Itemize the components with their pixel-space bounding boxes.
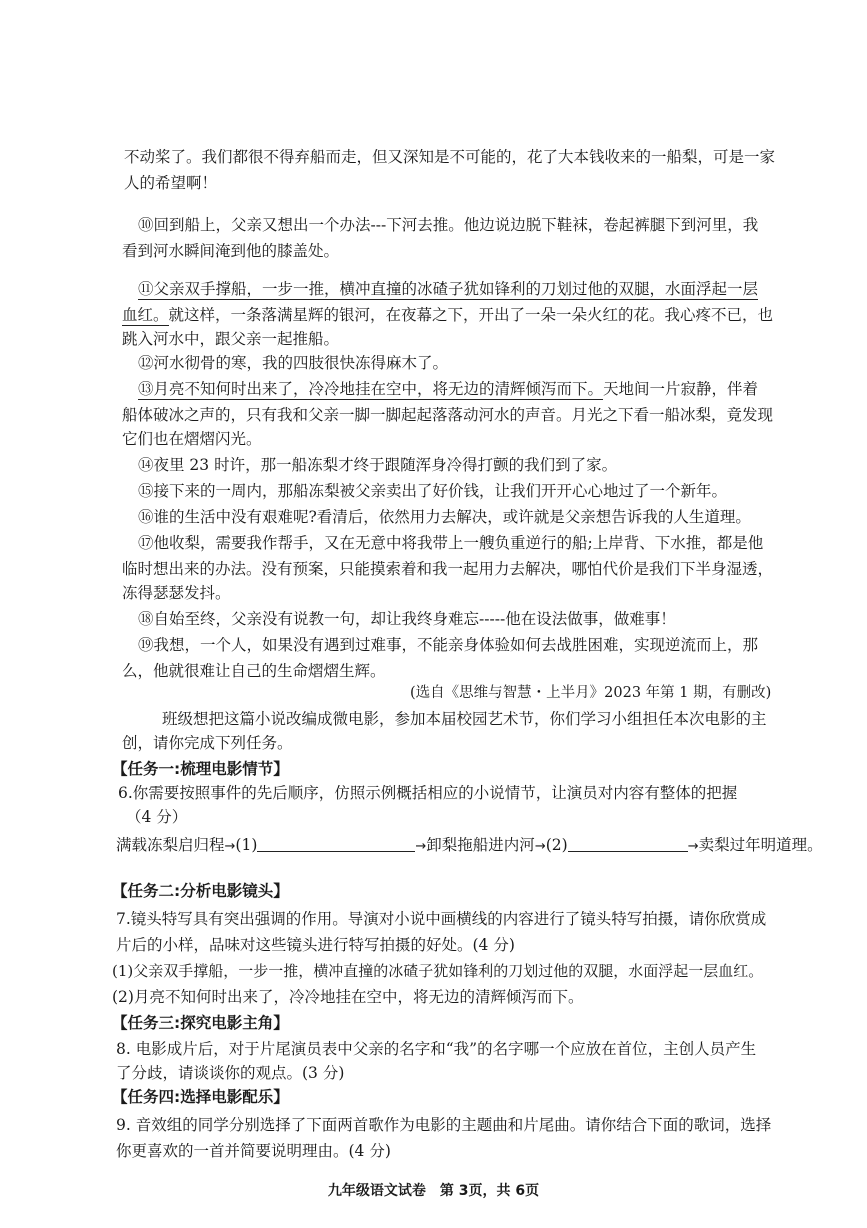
page-footer: 九年级语文试卷 第 3页，共 6页 [327,1183,540,1199]
flow-blank-2-label: (2) [545,836,568,854]
task-1-heading: 【任务一:梳理电影情节】 [112,760,289,778]
task-4-heading: 【任务四:选择电影配乐】 [112,1088,289,1106]
paragraph-11-line-2-rest: 就这样，一条落满星辉的银河，在夜幕之下，开出了一朵一朵火红的花。我心疼不已，也 [168,306,774,324]
question-8-line-2: 了分歧，请谈谈你的观点。(3 分) [116,1064,345,1082]
paragraph-13-line-1 [138,378,758,400]
paragraph-11-line-1 [138,278,758,300]
paragraph-13-line-3: 它们也在熠熠闪光。 [122,430,262,448]
source-citation: (选自《思维与智慧・上半月》2023 年第 1 期，有删改) [410,685,772,701]
question-6-line-2: （4 分） [126,808,188,826]
paragraph-18: ⑱自始至终，父亲没有说教一句，却让我终身难忘-----他在设法做事，做难事！ [138,610,676,628]
question-7-item-2: (2)月亮不知何时出来了，冷冷地挂在空中，将无边的清辉倾泻而下。 [112,988,584,1006]
paragraph-12: ⑫河水彻骨的寒，我的四肢很快冻得麻木了。 [138,354,449,372]
paragraph-19-line-2: 么，他就很难让自己的生命熠熠生辉。 [122,662,386,680]
flow-blank-1-label: (1) [235,836,258,854]
underlined-sentence-1b: 血红。 [122,306,169,324]
paragraph-11-line-2 [122,304,773,326]
paragraph-10-line-1: ⑩回到船上，父亲又想出一个办法---下河去推。他边说边脱下鞋袜，卷起裤腿下到河里，我 [138,216,759,234]
question-7-item-1: (1)父亲双手撑船，一步一推，横冲直撞的冰碴子犹如锋利的刀划过他的双腿，水面浮起一层血红。 [112,962,764,980]
plot-flow-line [116,834,823,858]
intro-line-2: 创，请你完成下列任务。 [122,734,293,752]
task-2-heading: 【任务二:分析电影镜头】 [112,882,289,900]
flow-step-3: 卖梨过年明道理。 [698,836,823,854]
paragraph-11-line-3: 跳入河水中，跟父亲一起推船。 [122,330,340,348]
flow-arrow-2: → [415,839,427,854]
flow-arrow-1: → [224,839,236,854]
paragraph-15: ⑮接下来的一周内，那船冻梨被父亲卖出了好价钱，让我们开开心心地过了一个新年。 [138,482,728,500]
paragraph-17-line-2: 临时想出来的办法。没有预案，只能摸索着和我一起用力去解决，哪怕代价是我们下半身湿透， [122,560,774,578]
question-9-line-1: 9. 音效组的同学分别选择了下面两首歌作为电影的主题曲和片尾曲。请你结合下面的歌词，选择 [116,1116,772,1134]
paragraph-17-line-1: ⑰他收梨，需要我作帮手，又在无意中将我带上一艘负重逆行的船;上岸背、下水推，都是他 [138,534,764,552]
paragraph-14: ⑭夜里 23 时许，那一船冻梨才终于跟随浑身冷得打颤的我们到了家。 [138,456,618,474]
question-7-line-1: 7.镜头特写具有突出强调的作用。导演对小说中画横线的内容进行了镜头特写拍摄，请你欣赏成 [116,910,767,928]
answer-blank-1[interactable] [257,837,415,852]
flow-arrow-4: → [687,839,699,854]
paragraph-13-line-1-rest: 天地间一片寂静，伴着 [603,380,759,398]
underlined-sentence-1a: ⑪父亲双手撑船，一步一推，横冲直撞的冰碴子犹如锋利的刀划过他的双腿，水面浮起一层 [138,280,759,298]
question-8-line-1: 8. 电影成片后，对于片尾演员表中父亲的名字和“我”的名字哪一个应放在首位，主创人员产生 [116,1040,757,1058]
question-9-line-2: 你更喜欢的一首并简要说明理由。(4 分) [116,1142,391,1160]
paragraph-9-line-2: 人的希望啊！ [124,174,218,192]
flow-step-1: 满载冻梨启归程 [116,836,225,854]
intro-line-1: 班级想把这篇小说改编成微电影，参加本届校园艺术节，你们学习小组担任本次电影的主 [162,710,767,728]
question-6-line-1: 6.你需要按照事件的先后顺序，仿照示例概括相应的小说情节，让演员对内容有整体的把握 [118,784,738,802]
question-7-line-2: 片后的小样，品味对这些镜头进行特写拍摄的好处。(4 分) [116,936,515,954]
task-3-heading: 【任务三:探究电影主角】 [112,1014,289,1032]
paragraph-17-line-3: 冻得瑟瑟发抖。 [122,584,231,602]
paragraph-10-line-2: 看到河水瞬间淹到他的膝盖处。 [122,242,340,260]
paragraph-16: ⑯谁的生活中没有艰难呢?看清后，依然用力去解决，或许就是父亲想告诉我的人生道理。 [138,508,751,526]
paragraph-9-line-1: 不动桨了。我们都很不得弃船而走，但又深知是不可能的，花了大本钱收来的一船梨，可是一家 [124,148,776,166]
paragraph-13-line-2: 船体破冰之声的，只有我和父亲一脚一脚起起落落动河水的声音。月光之下看一船冰梨，竟发现 [122,406,774,424]
flow-step-2: 卸梨拖船进内河 [426,836,535,854]
underlined-sentence-2: ⑬月亮不知何时出来了，冷冷地挂在空中，将无边的清辉倾泻而下。 [138,380,604,398]
flow-arrow-3: → [534,839,546,854]
paragraph-19-line-1: ⑲我想，一个人，如果没有遇到过难事，不能亲身体验如何去战胜困难，实现逆流而上，那 [138,636,759,654]
answer-blank-2[interactable] [568,837,688,852]
